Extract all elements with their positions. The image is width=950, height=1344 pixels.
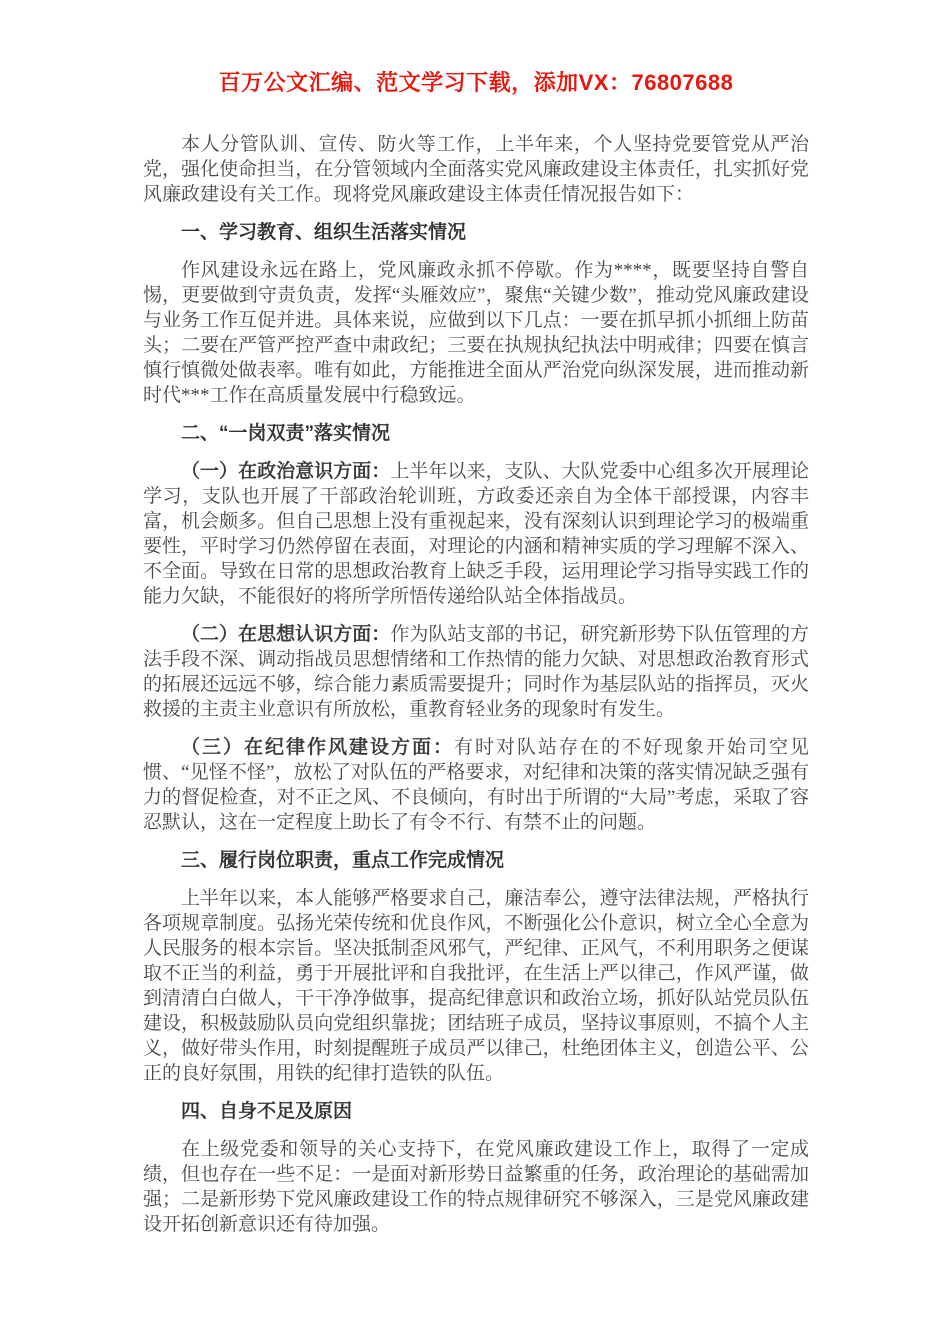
intro-paragraph: 本人分管队训、宣传、防火等工作，上半年来，个人坚持党要管党从严治党，强化使命担当，在分管领域内全面落实党风廉政建设主体责任，扎实抓好党风廉政建设有关工作。现将党风廉政建设主体责任情况报告如下：: [143, 134, 809, 205]
section-heading-3: 三、履行岗位职责，重点工作完成情况: [181, 850, 505, 871]
section-2-item-3: [143, 735, 809, 835]
section-4-paragraph: 在上级党委和领导的关心支持下，在党风廉政建设工作上，取得了一定成绩，但也存在一些不足：一是面对新形势日益繁重的任务，政治理论的基础需加强；二是新形势下党风廉政建设工作的特点规律研究不够深入，三是党风廉政建设开拓创新意识还有待加强。: [143, 1139, 809, 1235]
item-1-body: 上半年以来，支队、大队党委中心组多次开展理论学习，支队也开展了干部政治轮训班，方政委还亲自为全体干部授课，内容丰富，机会颇多。但自己思想上没有重视起来，没有深刻认识到理论学习的极端重要性，平时学习仍然停留在表面，对理论的内涵和精神实质的学习理解不深入、不全面。导致在日常的思想政治教育上缺乏手段，运用理论学习指导实践工作的能力欠缺，不能很好的将所学所悟传递给队站全体指战员。: [143, 461, 809, 607]
section-2-item-1: [143, 459, 809, 609]
section-heading-2: 二、“一岗双责”落实情况: [181, 423, 391, 444]
section-heading-4: 四、自身不足及原因: [181, 1101, 353, 1122]
section-1-paragraph: 作风建设永远在路上，党风廉政永抓不停歇。作为****，既要坚持自警自惕，更要做到守责负责，发挥“头雁效应”，聚焦“关键少数”，推动党风廉政建设与业务工作互促并进。具体来说，应做到以下几点：一要在抓早抓小抓细上防苗头；二要在严管严控严查中肃政纪；三要在执规执纪执法中明戒律；四要在慎言慎行慎微处做表率。唯有如此，方能推进全面从严治党向纵深发展，进而推动新时代***工作在高质量发展中行稳致远。: [143, 260, 809, 406]
item-1-lead: （一）在政治意识方面：: [181, 461, 391, 482]
item-3-lead: （三）在纪律作风建设方面：: [181, 737, 454, 758]
section-3-paragraph: 上半年以来，本人能够严格要求自己，廉洁奉公，遵守法律法规，严格执行各项规章制度。弘扬光荣传统和优良作风，不断强化公仆意识，树立全心全意为人民服务的根本宗旨。坚决抵制歪风邪气，严纪律、正风气，不利用职务之便谋取不正当的利益，勇于开展批评和自我批评，在生活上严以律己，作风严谨，做到清清白白做人，干干净净做事，提高纪律意识和政治立场，抓好队站党员队伍建设，积极鼓励队员向党组织靠拢；团结班子成员，坚持议事原则，不搞个人主义，做好带头作用，时刻提醒班子成员严以律己，杜绝团体主义，创造公平、公正的良好氛围，用铁的纪律打造铁的队伍。: [143, 888, 809, 1084]
item-2-lead: （二）在思想认识方面：: [181, 624, 391, 645]
item-2-body: 作为队站支部的书记，研究新形势下队伍管理的方法手段不深、调动指战员思想情绪和工作热情的能力欠缺、对思想政治教育形式的拓展还远远不够，综合能力素质需要提升；同时作为基层队站的指挥员，灭火救援的主责主业意识有所放松，重教育轻业务的现象时有发生。: [143, 624, 809, 720]
section-heading-1: 一、学习教育、组织生活落实情况: [181, 222, 467, 243]
promo-banner: 百万公文汇编、范文学习下载，添加VX：76807688: [218, 70, 734, 95]
section-2-item-2: [143, 622, 809, 722]
item-3-body: 有时对队站存在的不好现象开始司空见惯、“见怪不怪”，放松了对队伍的严格要求，对纪律和决策的落实情况缺乏强有力的督促检查，对不正之风、不良倾向，有时出于所谓的“大局”考虑，采取了容忍默认，这在一定程度上助长了有令不行、有禁不止的问题。: [143, 737, 809, 833]
document-content: [143, 70, 809, 1250]
